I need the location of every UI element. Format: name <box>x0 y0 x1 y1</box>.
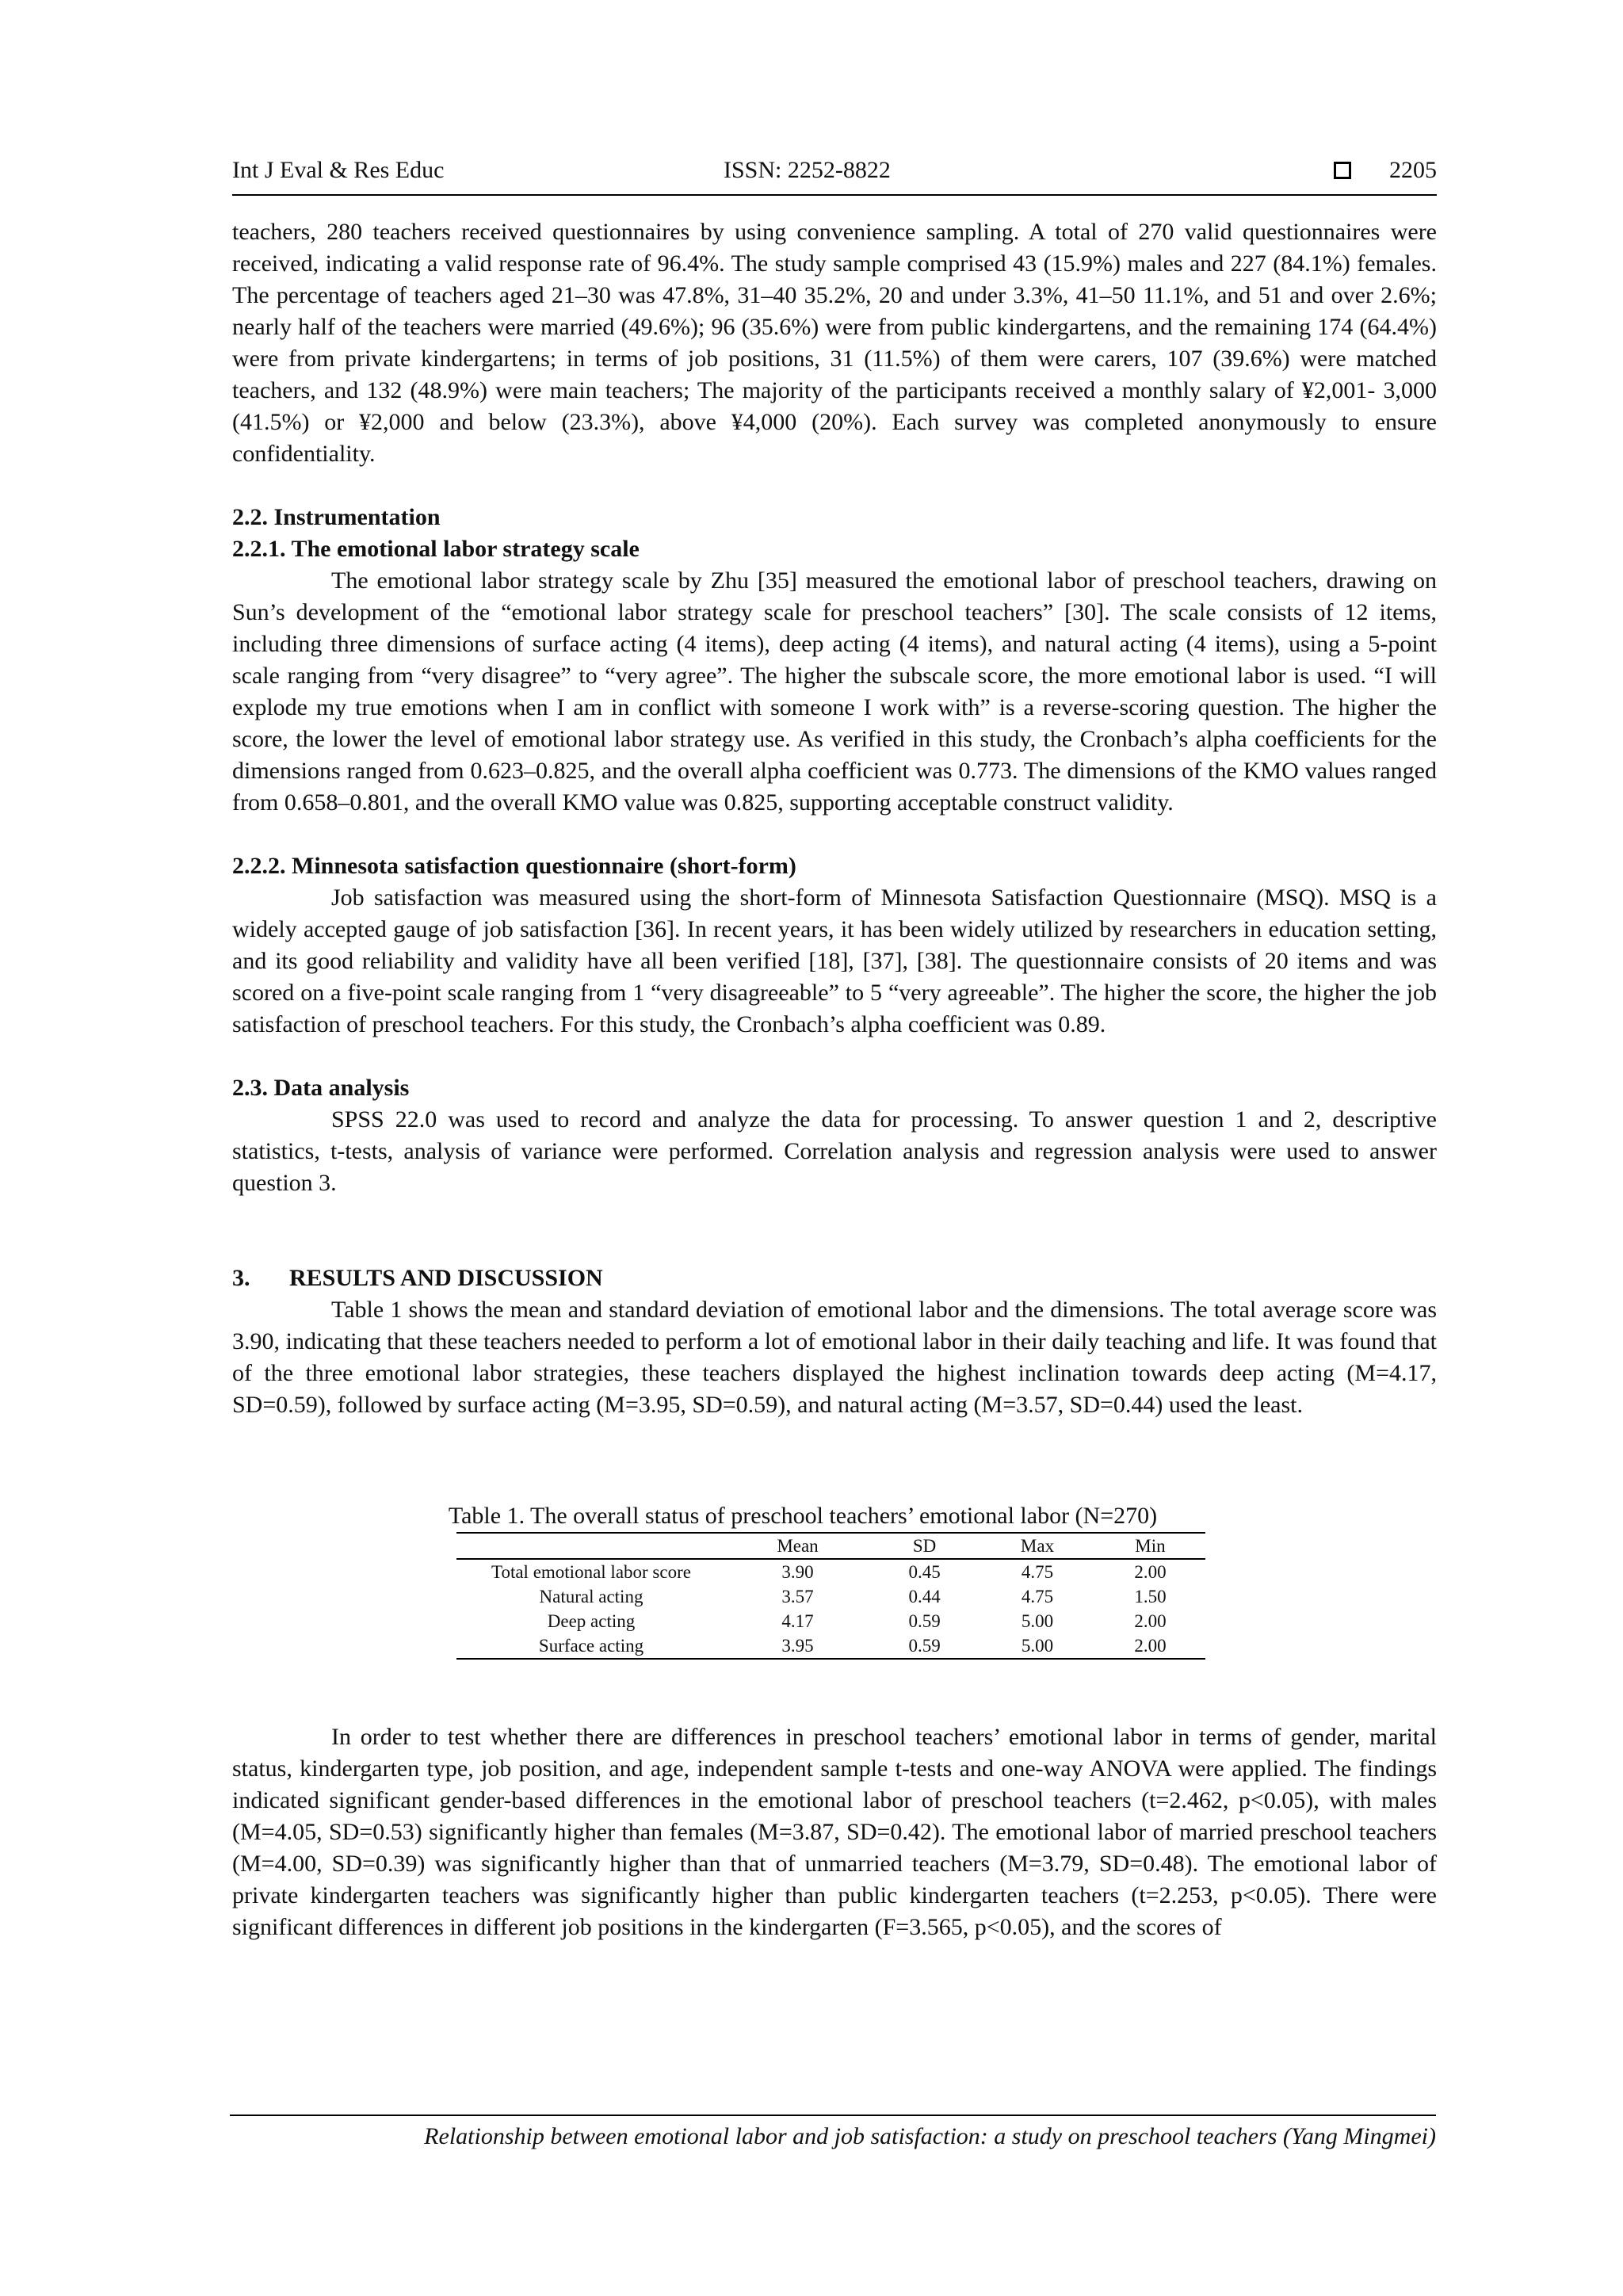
heading-2-2-1: 2.2.1. The emotional labor strategy scale <box>232 536 640 562</box>
table-cell: 3.95 <box>781 1636 814 1656</box>
table-1 <box>456 1532 1205 1660</box>
table-header-cell <box>456 1533 726 1559</box>
page-footer <box>230 2115 1436 2153</box>
heading-3 <box>232 1263 1437 1294</box>
heading-2-2: 2.2. Instrumentation <box>232 504 441 530</box>
checkbox-square-icon <box>1334 162 1351 179</box>
page-number-block <box>1334 155 1437 186</box>
journal-name: Int J Eval & Res Educ <box>232 157 445 183</box>
paragraph-2-2-1: The emotional labor strategy scale by Zhu [35] measured the emotional labor of preschool teachers, drawing on Sun’s development of the “emotional labor strategy scale for preschool teachers” [30]. The scale consists of 12 items, including three dimensions of surface acting (4 items), deep acting (4 items), and natural acting (4 items), using a 5-point scale ranging from “very disagree” to “very agree”. The higher the subscale score, the more emotional labor is used. “I will explode my true emotions when I am in conflict with someone I work with” is a reverse-scoring question. The higher the score, the lower the level of emotional labor strategy use. As verified in this study, the Cronbach’s alpha coefficients for the dimensions ranged from 0.623–0.825, and the overall alpha coefficient was 0.773. The dimensions of the KMO values ranged from 0.658–0.801, and the overall KMO value was 0.825, supporting acceptable construct validity. <box>232 567 1437 816</box>
table-row <box>456 1584 1205 1609</box>
table-cell: Natural acting <box>539 1587 643 1606</box>
table-cell: 3.57 <box>781 1587 814 1606</box>
paragraph-3: Table 1 shows the mean and standard deviation of emotional labor and the dimensions. The total average score was 3.90, indicating that these teachers needed to perform a lot of emotional labor in their daily teaching and life. It was found that of the three emotional labor strategies, these teachers displayed the highest inclination towards deep acting (M=4.17, SD=0.59), followed by surface acting (M=3.95, SD=0.59), and natural acting (M=3.57, SD=0.44) used the least. <box>232 1297 1437 1418</box>
table-cell: 5.00 <box>1021 1611 1054 1631</box>
table-cell: 4.75 <box>1021 1587 1054 1606</box>
table-cell: 1.50 <box>1134 1587 1167 1606</box>
table-header-cell: Min <box>1095 1533 1205 1559</box>
table-cell: 3.90 <box>781 1562 814 1582</box>
issn: ISSN: 2252-8822 <box>724 157 891 183</box>
table-header-row <box>456 1533 1205 1559</box>
article-body <box>232 216 1437 1943</box>
heading-3-number: 3. <box>232 1265 250 1291</box>
table-cell: 4.17 <box>781 1611 814 1631</box>
paragraph-intro: teachers, 280 teachers received questionnaires by using convenience sampling. A total of 270 valid questionnaires were received, indicating a valid response rate of 96.4%. The study sample comprised 43 (15.9%) males and 227 (84.1%) females. The percentage of teachers aged 21–30 was 47.8%, 31–40 35.2%, 20 and under 3.3%, 41–50 11.1%, and 51 and over 2.6%; nearly half of the teachers were married (49.6%); 96 (35.6%) were from public kindergartens, and the remaining 174 (64.4%) were from private kindergartens; in terms of job positions, 31 (11.5%) of them were carers, 107 (39.6%) were matched teachers, and 132 (48.9%) were main teachers; The majority of the participants received a monthly salary of ¥2,001- 3,000 (41.5%) or ¥2,000 and below (23.3%), above ¥4,000 (20%). Each survey was completed anonymously to ensure confidentiality. <box>232 219 1437 467</box>
table-cell: Total emotional labor score <box>491 1562 691 1582</box>
heading-2-3: 2.3. Data analysis <box>232 1075 410 1101</box>
table-header-cell: Mean <box>726 1533 869 1559</box>
table-cell: 2.00 <box>1134 1611 1167 1631</box>
heading-2-2-2: 2.2.2. Minnesota satisfaction questionnaire (short-form) <box>232 853 796 879</box>
table-header-cell: SD <box>869 1533 980 1559</box>
table-cell: 0.44 <box>908 1587 941 1606</box>
table-1-block <box>232 1500 1437 1660</box>
table-row <box>456 1633 1205 1659</box>
table-cell: 5.00 <box>1021 1636 1054 1656</box>
paragraph-2-3: SPSS 22.0 was used to record and analyze the data for processing. To answer question 1 and 2, descriptive statistics, t-tests, analysis of variance were performed. Correlation analysis and regression analysis were used to answer question 3. <box>232 1106 1437 1196</box>
table-row <box>456 1609 1205 1633</box>
page-header <box>232 155 1437 196</box>
paragraph-2-2-2: Job satisfaction was measured using the short-form of Minnesota Satisfaction Questionnaire (MSQ). MSQ is a widely accepted gauge of job satisfaction [36]. In recent years, it has been widely utilized by researchers in education setting, and its good reliability and validity have all been verified [18], [37], [38]. The questionnaire consists of 20 items and was scored on a five-point scale ranging from 1 “very disagreeable” to 5 “very agreeable”. The higher the score, the higher the job satisfaction of preschool teachers. For this study, the Cronbach’s alpha coefficient was 0.89. <box>232 884 1437 1037</box>
table-header-cell: Max <box>980 1533 1095 1559</box>
table-cell: 0.45 <box>908 1562 941 1582</box>
table-cell: Surface acting <box>538 1636 644 1656</box>
table-cell: Deep acting <box>547 1611 636 1631</box>
table-cell: 0.59 <box>908 1611 941 1631</box>
table-row <box>456 1559 1205 1584</box>
page-number: 2205 <box>1389 157 1437 183</box>
table-cell: 4.75 <box>1021 1562 1054 1582</box>
paragraph-after-table: In order to test whether there are differences in preschool teachers’ emotional labor in terms of gender, marital status, kindergarten type, job position, and age, independent sample t-tests and one-way ANOVA were applied. The findings indicated significant gender-based differences in the emotional labor of preschool teachers (t=2.462, p<0.05), with males (M=4.05, SD=0.53) significantly higher than females (M=3.87, SD=0.42). The emotional labor of married preschool teachers (M=4.00, SD=0.39) was significantly higher than that of unmarried teachers (M=3.79, SD=0.48). The emotional labor of private kindergarten teachers was significantly higher than public kindergarten teachers (t=2.253, p<0.05). There were significant differences in different job positions in the kindergarten (F=3.565, p<0.05), and the scores of <box>232 1724 1437 1940</box>
table-cell: 2.00 <box>1134 1562 1167 1582</box>
table-cell: 2.00 <box>1134 1636 1167 1656</box>
table-cell: 0.59 <box>908 1636 941 1656</box>
table-1-caption: Table 1. The overall status of preschool teachers’ emotional labor (N=270) <box>448 1503 1158 1529</box>
heading-3-title: RESULTS AND DISCUSSION <box>289 1265 603 1291</box>
running-title: Relationship between emotional labor and job satisfaction: a study on preschool teachers (Yang Mingmei) <box>424 2123 1436 2149</box>
page <box>232 155 1437 1940</box>
